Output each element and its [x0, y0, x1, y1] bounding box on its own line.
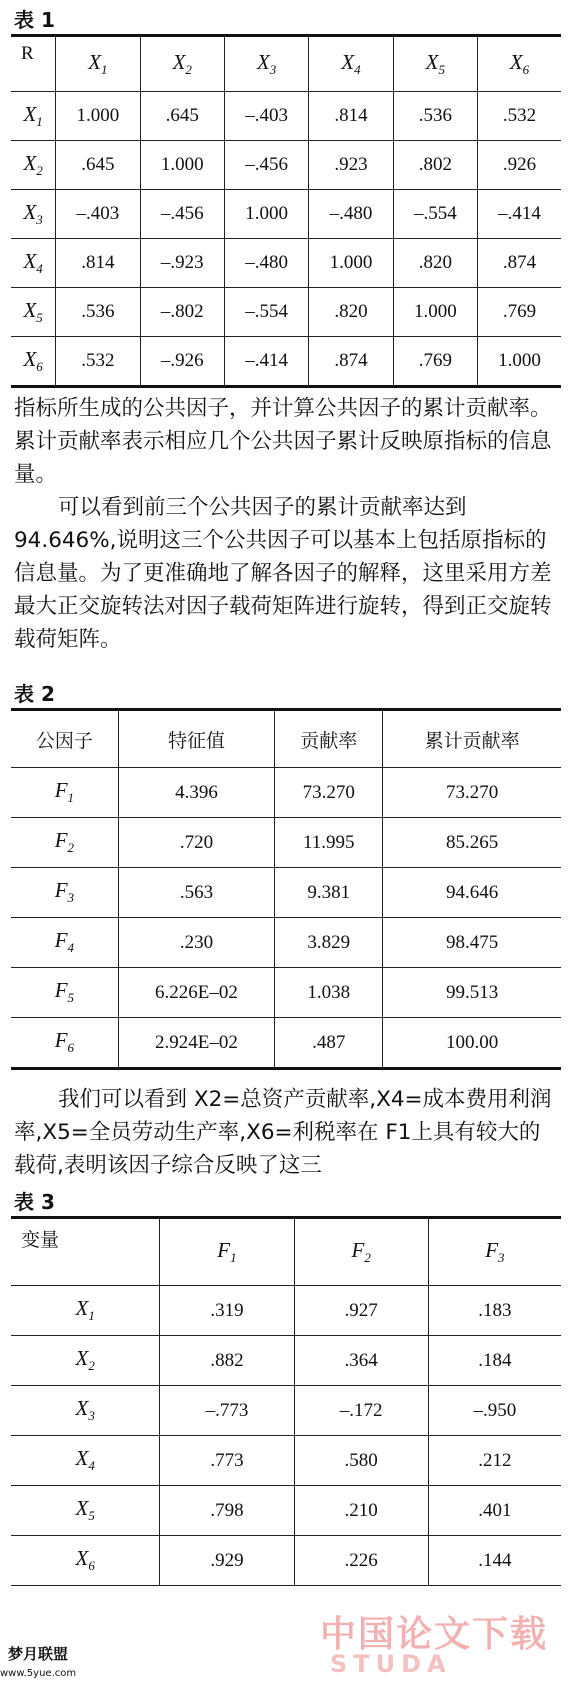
header-cell: $X_3$	[224, 36, 308, 92]
table-cell: $F_2$	[11, 818, 118, 868]
table1-caption: 表 1	[14, 8, 55, 32]
header-cell: 公因子	[11, 710, 118, 768]
table-cell: –.456	[224, 141, 308, 190]
table-row	[11, 190, 561, 239]
table-cell: .820	[309, 288, 393, 337]
table-cell: .814	[309, 92, 393, 141]
table-cell: 73.270	[275, 768, 383, 818]
table-cell: $F_4$	[11, 918, 118, 968]
table-row	[11, 1018, 561, 1069]
table-row	[11, 141, 561, 190]
header-cell: $F_1$	[160, 1218, 294, 1286]
table-cell: –.480	[224, 239, 308, 288]
table-cell: .226	[294, 1536, 428, 1586]
header-row	[11, 710, 561, 768]
table-row	[11, 968, 561, 1018]
table-cell: $X_4$	[11, 239, 56, 288]
table-cell: 1.000	[393, 288, 477, 337]
table-cell: $X_4$	[11, 1436, 160, 1486]
table-cell: .929	[160, 1536, 294, 1586]
table-cell: .580	[294, 1436, 428, 1486]
table-cell: –.172	[294, 1386, 428, 1436]
table-cell: $F_1$	[11, 768, 118, 818]
table-cell: .645	[140, 92, 224, 141]
header-cell: $X_2$	[140, 36, 224, 92]
table2-caption: 表 2	[14, 682, 55, 706]
paragraph-2: 可以看到前三个公共因子的累计贡献率达到94.646%,说明这三个公共因子可以基本上包括原指标的信息量。为了更准确地了解各因子的解释，这里采用方差最大正交旋转法对因子载荷矩阵进行旋转，得到正交旋转载荷矩阵。	[14, 495, 552, 652]
table-cell: 2.924E–02	[118, 1018, 274, 1069]
table-cell: 4.396	[118, 768, 274, 818]
table-cell: 1.000	[140, 141, 224, 190]
table-cell: .364	[294, 1336, 428, 1386]
table-cell: –.480	[309, 190, 393, 239]
table-cell: $F_5$	[11, 968, 118, 1018]
site-logo	[0, 1644, 76, 1692]
table-row	[11, 337, 561, 387]
table-cell: 6.226E–02	[118, 968, 274, 1018]
table-cell: 1.000	[56, 92, 140, 141]
table-cell: .798	[160, 1486, 294, 1536]
table-cell: $F_3$	[11, 868, 118, 918]
eigenvalue-table	[11, 708, 561, 1070]
table-cell: .144	[428, 1536, 561, 1586]
header-cell: 变量	[11, 1218, 160, 1286]
table-row	[11, 1436, 561, 1486]
table-cell: .401	[428, 1486, 561, 1536]
table-cell: .923	[309, 141, 393, 190]
table-cell: $X_5$	[11, 288, 56, 337]
table-cell: 3.829	[275, 918, 383, 968]
header-cell: 贡献率	[275, 710, 383, 768]
table-cell: 100.00	[383, 1018, 561, 1069]
table-row	[11, 918, 561, 968]
table-cell: 98.475	[383, 918, 561, 968]
table-cell: $X_1$	[11, 1286, 160, 1336]
table-cell: .183	[428, 1286, 561, 1336]
table-row	[11, 1486, 561, 1536]
table-cell: .814	[56, 239, 140, 288]
header-cell: $F_3$	[428, 1218, 561, 1286]
table-cell: –.456	[140, 190, 224, 239]
table-row	[11, 868, 561, 918]
table-cell: –.554	[224, 288, 308, 337]
table-cell: $X_3$	[11, 190, 56, 239]
table-cell: .210	[294, 1486, 428, 1536]
table-cell: .769	[393, 337, 477, 387]
loading-matrix-table	[11, 1216, 561, 1586]
table-row	[11, 288, 561, 337]
header-row	[11, 1218, 561, 1286]
table-cell: $X_6$	[11, 337, 56, 387]
header-row	[11, 36, 561, 92]
table-cell: 11.995	[275, 818, 383, 868]
table-cell: .927	[294, 1286, 428, 1336]
table-cell: $X_2$	[11, 141, 56, 190]
table-cell: .882	[160, 1336, 294, 1386]
table-row	[11, 1536, 561, 1586]
table-cell: .212	[428, 1436, 561, 1486]
logo-url: www.5yue.com	[0, 1668, 77, 1679]
table-row	[11, 239, 561, 288]
table-cell: 1.000	[309, 239, 393, 288]
table-cell: .802	[393, 141, 477, 190]
logo-text: 梦月联盟	[7, 1645, 68, 1663]
table-cell: .319	[160, 1286, 294, 1336]
watermark-text: 中国论文下载	[320, 1614, 549, 1655]
header-cell: $F_2$	[294, 1218, 428, 1286]
table-row	[11, 1286, 561, 1336]
header-cell: $X_6$	[478, 36, 562, 92]
table-cell: –.802	[140, 288, 224, 337]
table-cell: .645	[56, 141, 140, 190]
table-cell: –.403	[224, 92, 308, 141]
paragraph-3: 我们可以看到 X2=总资产贡献率,X4=成本费用利润率,X5=全员劳动生产率,X6=利税率在 F1上具有较大的载荷,表明该因子综合反映了这三	[14, 1087, 552, 1178]
table-cell: .874	[309, 337, 393, 387]
header-cell: $X_1$	[56, 36, 140, 92]
table-row	[11, 92, 561, 141]
table-cell: .563	[118, 868, 274, 918]
table-row	[11, 1336, 561, 1386]
table-cell: .769	[478, 288, 562, 337]
table-cell: .926	[478, 141, 562, 190]
table-cell: –.950	[428, 1386, 561, 1436]
table-cell: .820	[393, 239, 477, 288]
table-cell: .184	[428, 1336, 561, 1386]
table-cell: 1.000	[224, 190, 308, 239]
table-cell: $X_6$	[11, 1536, 160, 1586]
table-cell: 9.381	[275, 868, 383, 918]
table-cell: –.926	[140, 337, 224, 387]
table-cell: 94.646	[383, 868, 561, 918]
table-cell: $X_5$	[11, 1486, 160, 1536]
table-cell: –.923	[140, 239, 224, 288]
table-cell: .230	[118, 918, 274, 968]
table-cell: –.773	[160, 1386, 294, 1436]
header-cell: $X_4$	[309, 36, 393, 92]
watermark-url: STUDA	[330, 1650, 452, 1678]
table-cell: .487	[275, 1018, 383, 1069]
table-cell: .532	[56, 337, 140, 387]
paragraph-1: 指标所生成的公共因子，并计算公共因子的累计贡献率。累计贡献率表示相应几个公共因子累计反映原指标的信息量。	[14, 396, 552, 487]
table-cell: $X_1$	[11, 92, 56, 141]
table-cell: –.414	[224, 337, 308, 387]
table-cell: 73.270	[383, 768, 561, 818]
table-cell: .536	[56, 288, 140, 337]
table-cell: .773	[160, 1436, 294, 1486]
table3-caption: 表 3	[14, 1190, 55, 1214]
header-cell: 累计贡献率	[383, 710, 561, 768]
table-cell: .720	[118, 818, 274, 868]
table-cell: –.554	[393, 190, 477, 239]
table-cell: –.414	[478, 190, 562, 239]
table-row	[11, 768, 561, 818]
correlation-table	[11, 34, 561, 388]
table-row	[11, 818, 561, 868]
table-cell: .536	[393, 92, 477, 141]
table-cell: $F_6$	[11, 1018, 118, 1069]
table-cell: $X_2$	[11, 1336, 160, 1386]
table-cell: .532	[478, 92, 562, 141]
table-cell: 85.265	[383, 818, 561, 868]
table-cell: $X_3$	[11, 1386, 160, 1436]
header-cell: 特征值	[118, 710, 274, 768]
table-row	[11, 1386, 561, 1436]
table-cell: 1.038	[275, 968, 383, 1018]
table-cell: –.403	[56, 190, 140, 239]
table-cell: .874	[478, 239, 562, 288]
table-cell: 1.000	[478, 337, 562, 387]
header-cell: R	[11, 36, 56, 92]
header-cell: $X_5$	[393, 36, 477, 92]
table-cell: 99.513	[383, 968, 561, 1018]
